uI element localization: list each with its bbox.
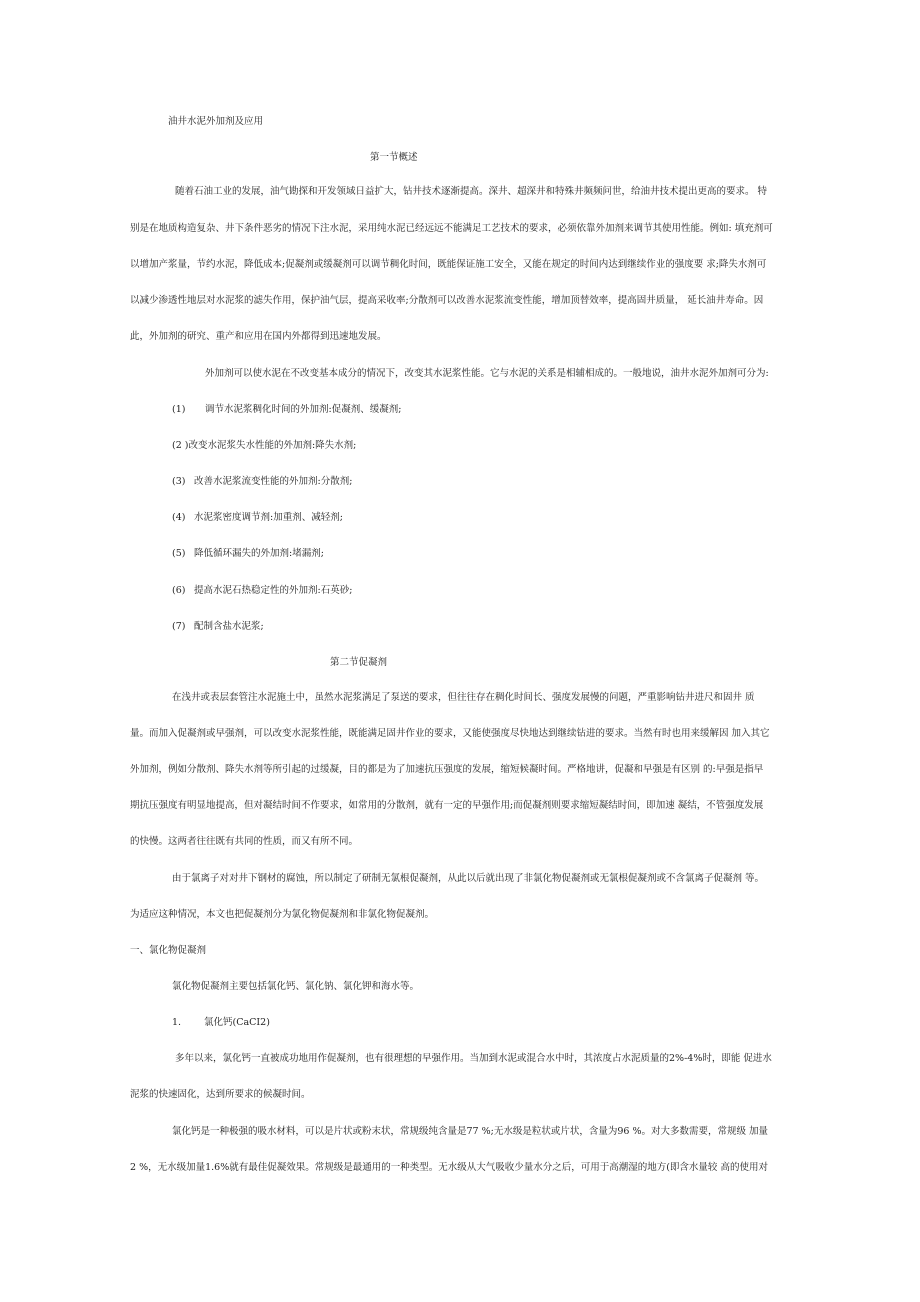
list-item-text: (2 )改变水泥浆失水性能的外加剂:降失水剂;	[172, 440, 357, 451]
list-item	[172, 404, 402, 416]
subheading-chloride-accelerators: 一、氯化物促凝剂	[130, 945, 207, 956]
text-line: 以增加产浆量，节约水泥，降低成本;促凝剂或缓凝剂可以调节稠化时间，既能保证施工安全，又能在规定的时间内达到继续作业的强度要 求;降失水剂可	[130, 259, 767, 270]
list-item-number: (1)	[172, 404, 186, 415]
list-item-number: (7)	[172, 621, 186, 632]
list-item-text: 水泥浆密度调节剂:加重剂、减轻剂;	[194, 512, 343, 523]
subheading-calcium-chloride	[172, 1017, 270, 1029]
list-item	[172, 512, 343, 524]
list-item-text: 调节水泥浆稠化时间的外加剂:促凝剂、缓凝剂;	[205, 404, 402, 415]
list-item-number: (3)	[172, 476, 186, 487]
paragraph-chloride-types: 氯化物促凝剂主要包括氯化钙、氯化钠、氯化钾和海水等。	[172, 981, 420, 992]
text-line: 在浅井或表层套管注水泥施土中，虽然水泥浆满足了泵送的要求，但往往存在稠化时间长、强度发展慢的问题，严重影响钻井进尺和固井 质	[172, 692, 755, 703]
text-line: 期抗压强度有明显地提高，但对凝结时间不作要求，如常用的分散剂，就有一定的早强作用;而促凝剂则要求缩短凝结时间，即加速 凝结，不管强度发展	[130, 800, 764, 811]
list-item-number: (4)	[172, 512, 186, 523]
text-line: 多年以来，氯化钙一直被成功地用作促凝剂，也有很理想的早强作用。当加到水泥或混合水中时，其浓度占水泥质量的2%-4%时，即能 促进水	[175, 1053, 772, 1064]
text-line: 泥浆的快速固化，达到所要求的候凝时间。	[130, 1089, 311, 1100]
section-heading-2: 第二节促凝剂	[330, 657, 388, 668]
list-item	[172, 621, 264, 633]
list-item	[172, 585, 353, 597]
list-item	[172, 476, 353, 488]
text-line: 随着石油工业的发展，油气勘探和开发领域日益扩大，钻井技术逐渐提高。深井、超深井和特殊井频频问世，给油井技术提出更高的要求。 特	[175, 186, 768, 197]
text-line: 外加剂，例如分散剂、降失水剂等所引起的过缓凝，目的都是为了加速抗压强度的发展，缩短候凝时间。严格地讲，促凝和早强是有区别 的:早强是指早	[130, 764, 764, 775]
text-line: 量。而加入促凝剂或早强剂，可以改变水泥浆性能，既能满足固井作业的要求，又能使强度尽快地达到继续钻进的要求。当然有时也用来缓解因 加入其它	[130, 728, 770, 739]
list-item-text: 改善水泥浆流变性能的外加剂:分散剂;	[194, 476, 353, 487]
text-line: 此，外加剂的研究、重产和应用在国内外都得到迅速地发展。	[130, 331, 387, 342]
text-line: 以减少渗透性地层对水泥浆的滤失作用，保护油气层，提高采收率;分散剂可以改善水泥浆流变性能，增加顶替效率，提高固井质量， 延长油井寿命。因	[130, 295, 764, 306]
list-item-text: 降低循环漏失的外加剂:堵漏剂;	[194, 548, 324, 559]
text-line: 2 %，无水级加量1.6%就有最佳促凝效果。常规级是最通用的一种类型。无水级从大气吸收少量水分之后，可用于高潮湿的地方(即含水量较 高的使用对	[130, 1162, 768, 1173]
list-item	[172, 440, 356, 452]
list-item-number: (6)	[172, 585, 186, 596]
document-title: 油井水泥外加剂及应用	[168, 116, 264, 127]
list-item-text: 提高水泥石热稳定性的外加剂:石英砂;	[194, 585, 353, 596]
list-item-text: 配制含盐水泥浆;	[194, 621, 264, 632]
subheading-number: 1.	[172, 1017, 182, 1028]
list-item-number: (5)	[172, 548, 186, 559]
text-line: 氯化钙是一种极强的吸水材料，可以是片状或粉末状，常规级纯含量是77 %;无水级是粒状或片状，含量为96 %。对大多数需要，常规级 加量	[172, 1126, 768, 1137]
list-item	[172, 548, 324, 560]
subheading-text: 氯化钙(CaCI2)	[204, 1017, 270, 1028]
section-heading-1: 第一节概述	[370, 152, 418, 163]
paragraph-classification: 外加剂可以使水泥在不改变基本成分的情况下，改变其水泥浆性能。它与水泥的关系是相辅相成的。一般地说，油井水泥外加剂可分为:	[205, 368, 769, 379]
text-line: 为适应这种情况，本文也把促凝剂分为氯化物促凝剂和非氯化物促凝剂。	[130, 909, 435, 920]
text-line: 由于氯离子对对井下钢材的腐蚀，所以制定了研制无氯根促凝剂，从此以后就出现了非氯化物促凝剂或无氯根促凝剂或不含氯离子促凝剂 等。	[172, 873, 765, 884]
text-line: 的快慢。这两者往往既有共同的性质，而又有所不同。	[130, 836, 359, 847]
text-line: 别是在地质构造复杂、井下条件恶劣的情况下注水泥，采用纯水泥已经远远不能满足工艺技术的要求，必须依靠外加剂来调节其使用性能。例如: 填充剂可	[130, 223, 773, 234]
